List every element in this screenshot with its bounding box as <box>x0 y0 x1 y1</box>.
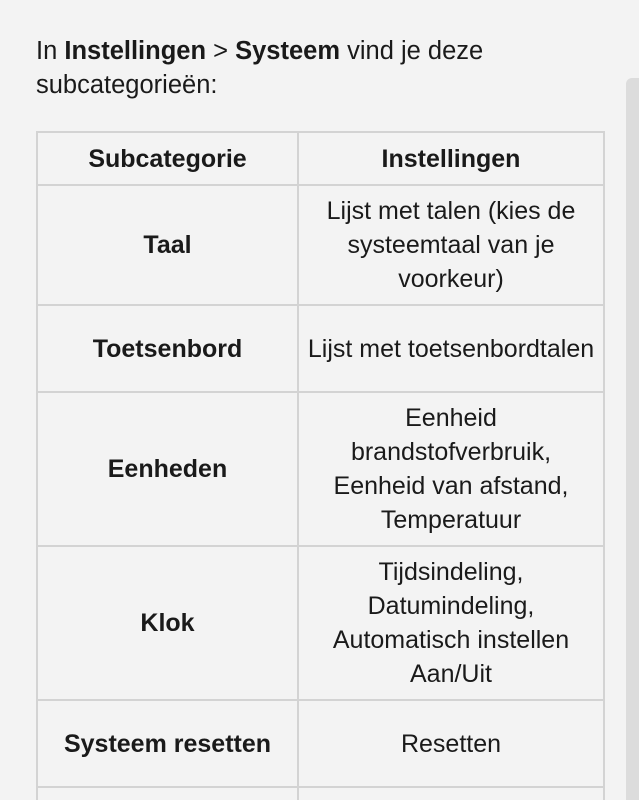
table-row <box>37 392 604 546</box>
row-settings: Resetten <box>298 700 604 787</box>
table-row-partial <box>37 787 604 800</box>
row-subcategory-empty <box>37 787 298 800</box>
table-row <box>37 185 604 305</box>
table-header-row <box>37 132 604 185</box>
row-subcategory: Klok <box>37 546 298 700</box>
row-subcategory: Eenheden <box>37 392 298 546</box>
row-settings-empty <box>298 787 604 800</box>
intro-prefix: In <box>36 37 65 65</box>
table-row <box>37 305 604 392</box>
vertical-scrollbar[interactable] <box>626 78 639 800</box>
intro-paragraph <box>36 34 596 102</box>
row-subcategory: Systeem resetten <box>37 700 298 787</box>
intro-suffix: vind je deze subcategorieën: <box>36 37 484 99</box>
row-subcategory: Toetsenbord <box>37 305 298 392</box>
header-settings: Instellingen <box>298 132 604 185</box>
row-settings: Lijst met talen (kies de systeemtaal van je voorkeur) <box>298 185 604 305</box>
row-settings: Tijdsindeling, Datumindeling, Automatisch instellen Aan/Uit <box>298 546 604 700</box>
intro-separator: > <box>206 37 236 65</box>
table-row <box>37 700 604 787</box>
header-subcategory: Subcategorie <box>37 132 298 185</box>
intro-menu-name: Instellingen <box>64 37 207 65</box>
row-settings: Lijst met toetsenbordtalen <box>298 305 604 392</box>
intro-submenu-name: Systeem <box>235 37 341 65</box>
settings-table <box>36 131 605 800</box>
row-settings: Eenheid brandstofverbruik, Eenheid van afstand, Temperatuur <box>298 392 604 546</box>
row-subcategory: Taal <box>37 185 298 305</box>
table-row <box>37 546 604 700</box>
